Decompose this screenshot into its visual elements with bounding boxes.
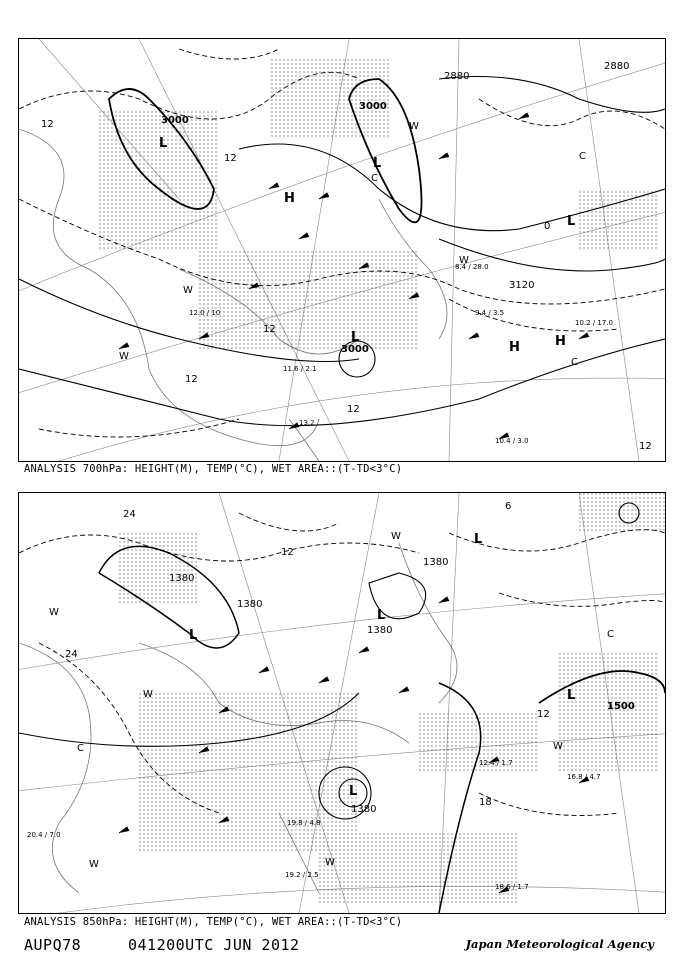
low-center: L bbox=[349, 784, 358, 799]
warm-marker: W bbox=[89, 859, 99, 870]
contour-label: 2880 bbox=[604, 61, 630, 72]
contour-label: 1500 bbox=[607, 701, 635, 712]
station-value: 16.8 / 4.7 bbox=[567, 773, 601, 781]
contour-label: 3000 bbox=[341, 344, 369, 355]
low-center: L bbox=[474, 532, 483, 547]
map-700hpa-panel bbox=[18, 38, 666, 462]
station-value: 12.0 / 10 bbox=[189, 309, 221, 317]
contour-label: 1380 bbox=[367, 625, 393, 636]
contour-label: 12 bbox=[41, 119, 54, 130]
contour-label: 12 bbox=[347, 404, 360, 415]
map-700hpa-svg bbox=[19, 39, 665, 461]
contour-label: 12 bbox=[537, 709, 550, 720]
cold-marker: C bbox=[571, 357, 578, 368]
warm-marker: W bbox=[143, 689, 153, 700]
low-center: L bbox=[189, 628, 198, 643]
product-id: AUPQ78 bbox=[24, 936, 82, 954]
station-value: 10.4 / 3.0 bbox=[495, 437, 529, 445]
high-center: H bbox=[509, 340, 520, 355]
map-700hpa-caption: ANALYSIS 700hPa: HEIGHT(M), TEMP(°C), WET AREA::(T-TD<3°C) bbox=[24, 463, 403, 475]
contour-label: 0 bbox=[544, 221, 551, 232]
low-center: L bbox=[377, 608, 386, 623]
contour-label: 3000 bbox=[161, 115, 189, 126]
contour-label: 3120 bbox=[509, 280, 535, 291]
cold-marker: C bbox=[371, 173, 378, 184]
station-value: 9.4 / 3.5 bbox=[475, 309, 505, 317]
station-value: 10.2 / 17.0 bbox=[575, 319, 613, 327]
station-value: 8.4 / 28.0 bbox=[455, 263, 489, 271]
low-center: L bbox=[373, 156, 382, 171]
analysis-datetime: 041200UTC JUN 2012 bbox=[128, 936, 300, 954]
warm-marker: W bbox=[325, 857, 335, 868]
cold-marker: C bbox=[607, 629, 614, 640]
wet-area bbox=[119, 493, 665, 903]
contour-label: 3000 bbox=[359, 101, 387, 112]
station-value: 13.2 bbox=[299, 419, 315, 427]
cold-marker: C bbox=[77, 743, 84, 754]
station-value: 20.4 / 7.0 bbox=[27, 831, 61, 839]
high-center: H bbox=[284, 191, 295, 206]
contour-label: 12 bbox=[185, 374, 198, 385]
warm-marker: W bbox=[553, 741, 563, 752]
contour-label: 24 bbox=[65, 649, 78, 660]
contour-label: 1380 bbox=[351, 804, 377, 815]
low-center: L bbox=[351, 330, 360, 345]
contour-label: 12 bbox=[639, 441, 652, 452]
high-center: H bbox=[555, 334, 566, 349]
contour-label: 1380 bbox=[237, 599, 263, 610]
station-value: 19.2 / 2.5 bbox=[285, 871, 319, 879]
warm-marker: W bbox=[391, 531, 401, 542]
contour-label: 1380 bbox=[169, 573, 195, 584]
low-center: L bbox=[159, 136, 168, 151]
low-center: L bbox=[567, 688, 576, 703]
low-center: L bbox=[567, 214, 576, 229]
contour-label: 12 bbox=[263, 324, 276, 335]
contour-label: 1380 bbox=[423, 557, 449, 568]
warm-marker: W bbox=[119, 351, 129, 362]
station-value: 19.8 / 4.8 bbox=[287, 819, 321, 827]
warm-marker: W bbox=[459, 255, 469, 266]
agency-name: Japan Meteorological Agency bbox=[465, 937, 654, 951]
cold-marker: C bbox=[579, 151, 586, 162]
station-value: 11.6 / 2.1 bbox=[283, 365, 317, 373]
station-value: 18.6 / 1.7 bbox=[495, 883, 529, 891]
contour-label: 12 bbox=[281, 547, 294, 558]
warm-marker: W bbox=[183, 285, 193, 296]
map-850hpa-caption: ANALYSIS 850hPa: HEIGHT(M), TEMP(°C), WET AREA::(T-TD<3°C) bbox=[24, 916, 403, 928]
map-850hpa-svg bbox=[19, 493, 665, 913]
contour-label: 18 bbox=[479, 797, 492, 808]
contour-label: 2880 bbox=[444, 71, 470, 82]
contour-label: 6 bbox=[505, 501, 512, 512]
station-value: 12.4 / 1.7 bbox=[479, 759, 513, 767]
warm-marker: W bbox=[409, 121, 419, 132]
contour-label: 12 bbox=[224, 153, 237, 164]
contour-label: 24 bbox=[123, 509, 136, 520]
warm-marker: W bbox=[49, 607, 59, 618]
map-850hpa-panel bbox=[18, 492, 666, 914]
